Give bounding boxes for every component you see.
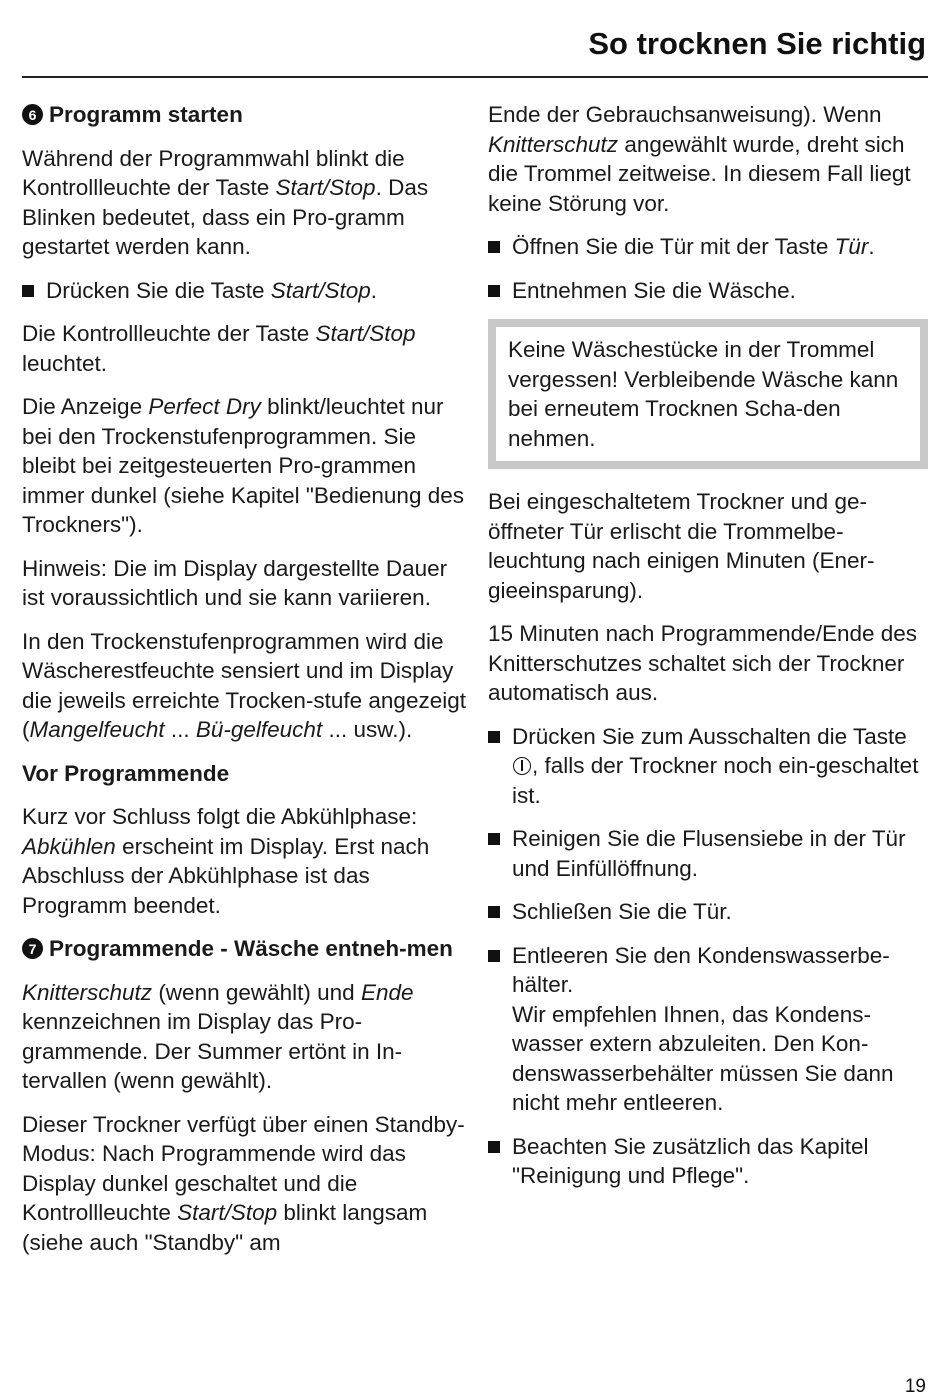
right-column	[488, 100, 928, 1205]
paragraph-drying-levels: In den Trockenstufenprogrammen wird die Wäscherestfeuchte sensiert und im Display die jeweils erreichte Trocken-stufe angezeigt (Mangelfeucht ... Bü-gelfeucht ... usw.).	[22, 628, 466, 742]
paragraph-perfect-dry: Die Anzeige Perfect Dry blinkt/leuchtet nur bei den Trockenstufenprogrammen. Sie bleibt bei zeitgesteuerten Pro-grammen immer dunkel (siehe Kapitel "Bedienung des Trockners").	[22, 394, 464, 537]
paragraph-program-end: Knitterschutz (wenn gewählt) und Ende kennzeichnen im Display das Pro-grammende. Der Summer ertönt in In-tervallen (wenn gewählt).	[22, 979, 414, 1093]
paragraph-anti-crease: Ende der Gebrauchsanweisung). Wenn Knitterschutz angewählt wurde, dreht sich die Trommel zeitweise. In diesem Fall liegt keine Störung vor.	[488, 102, 911, 216]
paragraph-control-light: Die Kontrollleuchte der Taste Start/Stop leuchtet.	[22, 321, 416, 376]
paragraph-cooldown: Kurz vor Schluss folgt die Abkühlphase: Abkühlen erscheint im Display. Erst nach Abschluss der Abkühlphase ist das Programm beendet.	[22, 804, 430, 918]
left-column	[22, 100, 467, 1271]
list-item: Schließen Sie die Tür.	[488, 897, 928, 927]
list-item: Drücken Sie zum Ausschalten die Taste , falls der Trockner noch ein-geschaltet ist.	[488, 722, 928, 811]
step-7-title: Programmende - Wäsche entneh-men	[49, 936, 453, 961]
square-bullet-icon	[488, 906, 500, 918]
list-item: Entleeren Sie den Kondenswasserbe-hälter. Wir empfehlen Ihnen, das Kondens-wasser extern abzuleiten. Den Kon-denswasserbehälter müssen Sie dann nicht mehr entleeren.	[488, 941, 928, 1118]
square-bullet-icon	[488, 833, 500, 845]
square-bullet-icon	[488, 731, 500, 743]
square-bullet-icon	[488, 1141, 500, 1153]
square-bullet-icon	[488, 950, 500, 962]
header-divider	[22, 76, 928, 78]
subheading-before-end: Vor Programmende	[22, 760, 230, 786]
step-6-heading	[22, 100, 467, 130]
paragraph-hint: Hinweis: Die im Display dargestellte Dauer ist voraussichtlich und sie kann variieren.	[22, 555, 448, 610]
step-number-6-icon: 6	[22, 104, 43, 125]
square-bullet-icon	[22, 285, 34, 297]
list-item: Reinigen Sie die Flusensiebe in der Tür und Einfüllöffnung.	[488, 824, 928, 883]
list-item: Öffnen Sie die Tür mit der Taste Tür.	[488, 232, 928, 262]
paragraph-auto-off: 15 Minuten nach Programmende/Ende des Knitterschutzes schaltet sich der Trockner automatisch aus.	[488, 621, 918, 705]
step-6-title: Programm starten	[49, 102, 243, 127]
list-item: Entnehmen Sie die Wäsche.	[488, 276, 928, 306]
list-item: Beachten Sie zusätzlich das Kapitel "Reinigung und Pflege".	[488, 1132, 928, 1191]
square-bullet-icon	[488, 285, 500, 297]
page-number: 19	[904, 1376, 926, 1397]
power-icon	[513, 757, 531, 775]
step-7-heading	[22, 934, 467, 964]
square-bullet-icon	[488, 241, 500, 253]
paragraph-standby: Dieser Trockner verfügt über einen Standby-Modus: Nach Programmende wird das Display dunkel geschaltet und die Kontrollleuchte Start/Stop blinkt langsam (siehe auch "Standby" am	[22, 1111, 465, 1255]
paragraph-program-selection: Während der Programmwahl blinkt die Kontrollleuchte der Taste Start/Stop. Das Blinken bedeutet, dass ein Pro-gramm gestartet werden kann.	[22, 145, 429, 259]
warning-note-text: Keine Wäschestücke in der Trommel vergessen! Verbleibende Wäsche kann bei erneutem Trocknen Scha-den nehmen.	[508, 337, 899, 451]
paragraph-drum-light: Bei eingeschaltetem Trockner und ge-öffneter Tür erlischt die Trommelbe-leuchtung nach einigen Minuten (Ener-gieeinsparung).	[488, 489, 875, 603]
warning-note-box	[488, 319, 928, 469]
page-title: So trocknen Sie richtig	[588, 26, 926, 61]
step-number-7-icon: 7	[22, 938, 43, 959]
list-item: Drücken Sie die Taste Start/Stop.	[22, 276, 467, 306]
